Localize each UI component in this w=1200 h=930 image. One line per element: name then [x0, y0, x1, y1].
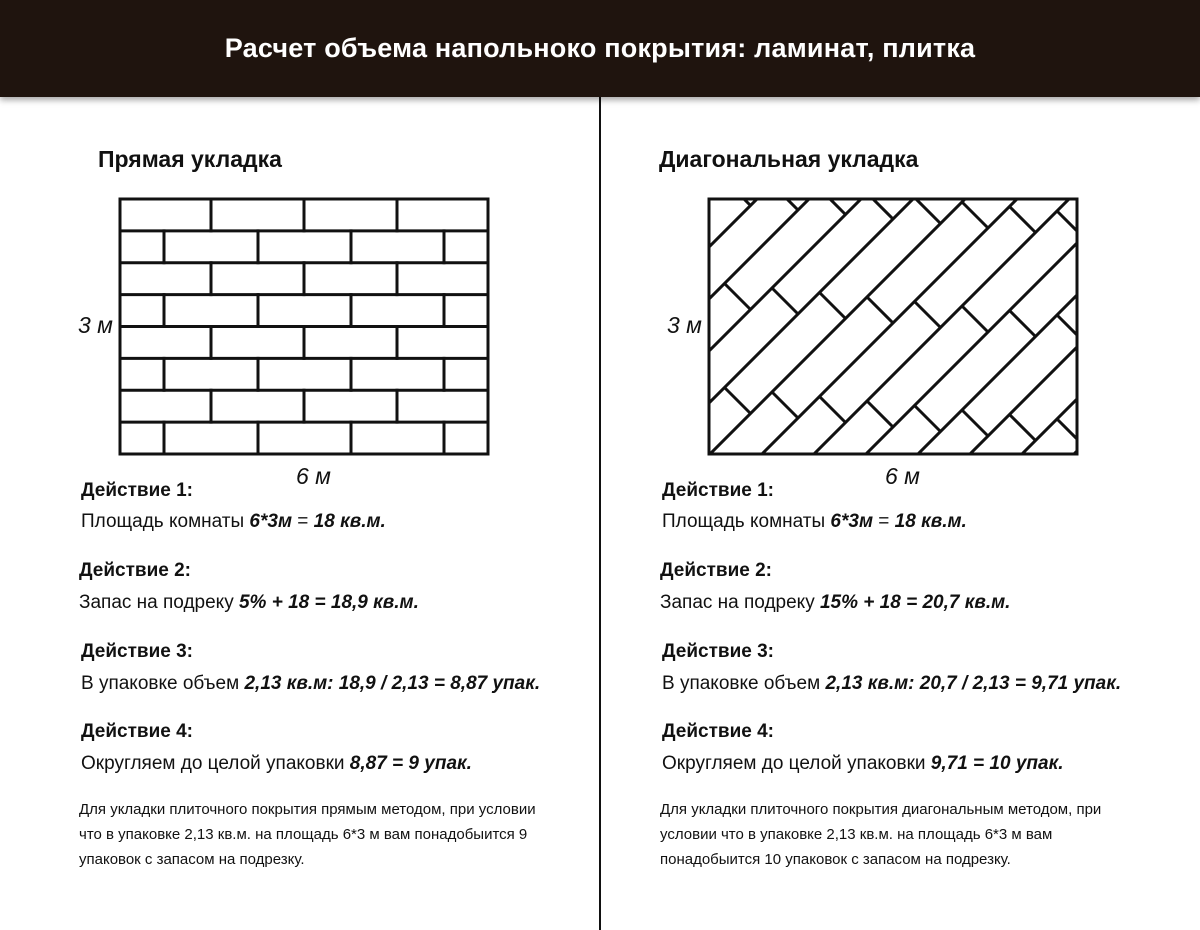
tile-diagonal-line [707, 197, 1081, 301]
step-3-heading: Действие 3: [662, 641, 774, 662]
width-label: 6 м [296, 463, 331, 489]
step-4-heading: Действие 4: [662, 721, 774, 742]
step-4-text: Округляем до целой упаковки 9,71 = 10 упак. [662, 753, 1064, 774]
tile-joint-line [725, 388, 751, 414]
width-label: 6 м [885, 463, 920, 489]
tile-joint-line [867, 297, 893, 323]
tile-joint-line [915, 302, 941, 328]
diagonal-layout-section [600, 0, 1200, 930]
tile-joint-line [1010, 311, 1036, 337]
tile-diagonal-line [707, 369, 1081, 459]
step-3-text: В упаковке объем 2,13 кв.м: 20,7 / 2,13 = 9,71 упак. [662, 673, 1122, 694]
room-outline [709, 199, 1077, 454]
section-title: Прямая укладка [98, 146, 282, 172]
step-3-heading: Действие 3: [81, 641, 193, 662]
tile-joint-line [962, 202, 988, 228]
summary-note: Для укладки плиточного покрытия прямым методом, при условии что в упаковке 2,13 кв.м. на площадь 6*3 м вам понадобыится 9 упаковок с запасом на подрезку. [79, 801, 536, 868]
tile-joint-line [772, 392, 798, 418]
tile-joint-line [820, 397, 846, 423]
tile-joint-line [1010, 415, 1036, 441]
step-1-heading: Действие 1: [81, 480, 193, 501]
step-1-heading: Действие 1: [662, 480, 774, 501]
step-2-text: Запас на подреку 15% + 18 = 20,7 кв.м. [660, 592, 1011, 613]
step-3-text: В упаковке объем 2,13 кв.м: 18,9 / 2,13 = 8,87 упак. [81, 673, 541, 694]
tile-joint-line [915, 406, 941, 432]
tile-joint-line [1010, 207, 1036, 233]
tile-diagonal-line [707, 213, 1081, 459]
step-1-text: Площадь комнаты 6*3м = 18 кв.м. [662, 511, 967, 532]
height-label: 3 м [78, 312, 113, 338]
page-title: Расчет объема напольноко покрытия: ламинат, плитка [224, 33, 976, 63]
tile-joint-line [915, 198, 941, 224]
step-4-text: Округляем до целой упаковки 8,87 = 9 упак. [81, 753, 472, 774]
height-label: 3 м [667, 312, 702, 338]
step-2-text: Запас на подреку 5% + 18 = 18,9 кв.м. [79, 592, 419, 613]
straight-tile-diagram [118, 197, 492, 459]
step-1-text: Площадь комнаты 6*3м = 18 кв.м. [81, 511, 386, 532]
tile-joint-line [820, 293, 846, 319]
tile-joint-line [962, 410, 988, 436]
diagonal-tile-diagram [707, 197, 1081, 459]
step-2-heading: Действие 2: [660, 560, 772, 581]
tile-joint-line [962, 306, 988, 332]
tile-diagonal-line [707, 317, 1081, 459]
step-2-heading: Действие 2: [79, 560, 191, 581]
tile-joint-line [725, 284, 751, 310]
section-title: Диагональная укладка [659, 146, 919, 172]
step-4-heading: Действие 4: [81, 721, 193, 742]
tile-joint-line [867, 401, 893, 427]
summary-note: Для укладки плиточного покрытия диагональным методом, при условии что в упаковке 2,13 кв.м. на площадь 6*3 м вам понадобыится 10 упаковок с запасом на подрезку. [660, 801, 1102, 868]
page-header [0, 0, 1200, 97]
tile-joint-line [772, 288, 798, 314]
